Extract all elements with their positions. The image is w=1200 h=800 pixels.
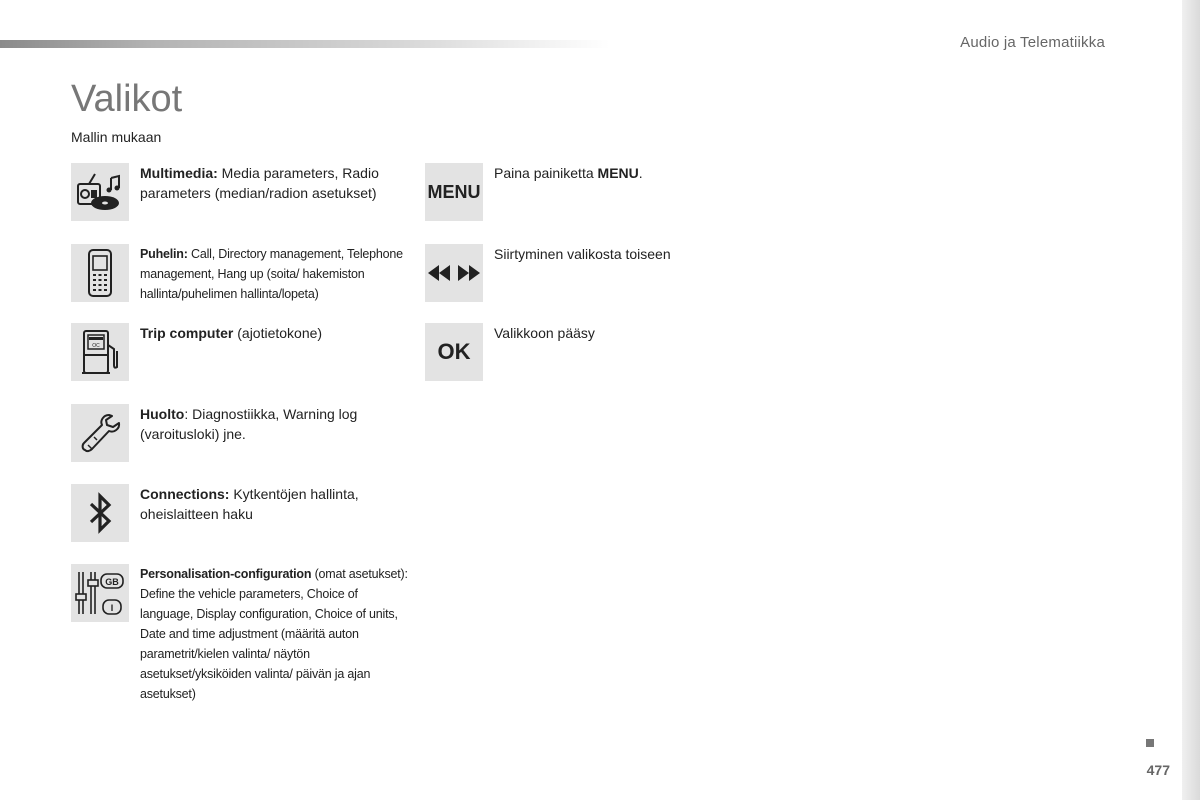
phone-description: [140, 244, 410, 304]
item-text: Kytkentöjen hallinta, oheislaitteen haku: [140, 486, 359, 522]
item-title: Personalisation-configuration: [140, 567, 312, 581]
menu-entry-maintenance: [71, 404, 408, 462]
bluetooth-icon: [71, 484, 129, 542]
item-text: (omat asetukset): Define the vehicle parameters, Choice of language, Display configuration, Choice of units, Date and time adjustment (määritä auton parametrit/kielen valinta/ näytön asetukset/yksiköiden valinta/ päivän ja ajan asetukset): [140, 567, 408, 701]
maintenance-description: [140, 404, 408, 444]
language-label-top: GB: [105, 577, 119, 587]
ok-button[interactable]: [425, 323, 483, 381]
multimedia-description: [140, 163, 408, 203]
personalisation-description: [140, 564, 408, 704]
page-edge-shadow: [1182, 0, 1200, 800]
control-entry-navigate: [425, 244, 754, 302]
instruction-text: Paina painiketta: [494, 165, 598, 181]
settings-sliders-icon: [71, 564, 129, 622]
menu-instruction: [494, 163, 754, 183]
navigate-instruction: [494, 244, 754, 264]
menu-entry-personalisation: [71, 564, 408, 704]
menu-entry-connections: [71, 484, 408, 542]
instruction-text: Siirtyminen valikosta toiseen: [494, 246, 671, 262]
multimedia-radio-icon: [71, 163, 129, 221]
page-subtitle: Mallin mukaan: [71, 129, 162, 145]
item-title: Huolto: [140, 406, 185, 422]
header-decor-bar: [0, 40, 610, 48]
menu-entry-phone: [71, 244, 410, 304]
instruction-punct: .: [638, 165, 643, 181]
item-title: Connections:: [140, 486, 230, 502]
trip-computer-description: [140, 323, 408, 343]
item-text: : Diagnostiikka, Warning log (varoitusloki) jne.: [140, 406, 358, 442]
menu-entry-trip-computer: [71, 323, 408, 381]
page-marker: [1146, 739, 1154, 747]
menu-button[interactable]: [425, 163, 483, 221]
item-title: Puhelin:: [140, 247, 188, 261]
page-title: Valikot: [71, 78, 183, 120]
ok-button-label: OK: [437, 339, 471, 364]
ok-instruction: [494, 323, 754, 343]
fuel-pump-icon: [71, 323, 129, 381]
connections-description: [140, 484, 408, 524]
instruction-text: Valikkoon pääsy: [494, 325, 595, 341]
item-text: Media parameters, Radio parameters (median/radion asetukset): [140, 165, 379, 201]
item-title: Multimedia:: [140, 165, 218, 181]
item-title: Trip computer: [140, 325, 234, 341]
page-number: 477: [1146, 762, 1170, 778]
control-entry-menu: [425, 163, 754, 221]
instruction-bold: MENU: [597, 165, 639, 181]
fuel-display-label: OC: [92, 343, 100, 349]
wrench-icon: [71, 404, 129, 462]
section-title: Audio ja Telematiikka: [960, 34, 1105, 51]
item-text: (ajotietokone): [233, 325, 323, 341]
menu-entry-multimedia: [71, 163, 408, 221]
menu-button-label: MENU: [427, 181, 481, 202]
item-text: Call, Directory management, Telephone management, Hang up (soita/ hakemiston hallinta/puhelimen hallinta/lopeta): [140, 247, 403, 301]
language-label-bottom: I: [110, 603, 114, 613]
rewind-forward-icon[interactable]: [425, 244, 483, 302]
mobile-phone-icon: [71, 244, 129, 302]
control-entry-ok: [425, 323, 754, 381]
